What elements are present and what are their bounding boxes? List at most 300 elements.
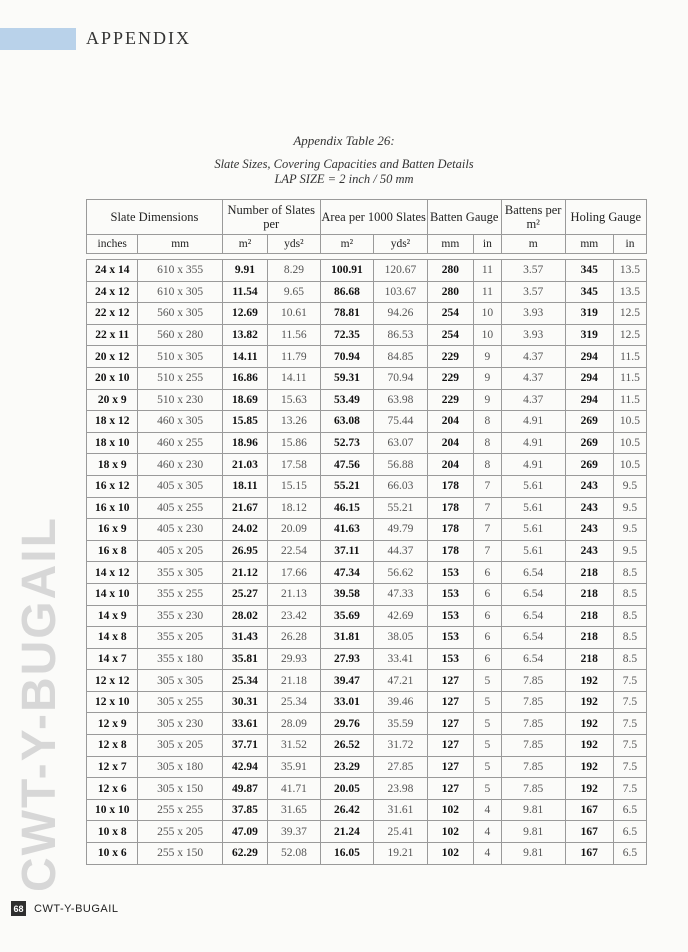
cell-slates-yds2: 28.09 bbox=[268, 713, 321, 735]
cell-area-yds2: 86.53 bbox=[374, 324, 428, 346]
cell-holing-in: 9.5 bbox=[613, 519, 646, 541]
cell-batten-in: 5 bbox=[473, 778, 501, 800]
cell-batten-in: 9 bbox=[473, 346, 501, 368]
cell-area-m2: 63.08 bbox=[320, 411, 374, 433]
cell-area-m2: 16.05 bbox=[320, 843, 374, 865]
cell-slates-m2: 37.71 bbox=[222, 735, 267, 757]
cell-slates-yds2: 8.29 bbox=[268, 260, 321, 282]
table-row bbox=[87, 799, 647, 821]
cell-mm: 355 x 180 bbox=[138, 648, 222, 670]
cell-mm: 460 x 305 bbox=[138, 411, 222, 433]
cell-area-yds2: 25.41 bbox=[374, 821, 428, 843]
cell-area-m2: 53.49 bbox=[320, 389, 374, 411]
cell-batten-mm: 280 bbox=[427, 281, 473, 303]
cell-slates-yds2: 11.79 bbox=[268, 346, 321, 368]
cell-battens-per-m2: 9.81 bbox=[501, 821, 565, 843]
cell-inches: 20 x 12 bbox=[87, 346, 138, 368]
table-row bbox=[87, 605, 647, 627]
cell-batten-mm: 280 bbox=[427, 260, 473, 282]
table-row bbox=[87, 497, 647, 519]
cell-holing-mm: 218 bbox=[565, 562, 613, 584]
cell-batten-mm: 204 bbox=[427, 454, 473, 476]
cell-holing-in: 8.5 bbox=[613, 605, 646, 627]
unit-header-batten-mm: mm bbox=[427, 235, 473, 254]
cell-slates-yds2: 39.37 bbox=[268, 821, 321, 843]
cell-battens-per-m2: 6.54 bbox=[501, 583, 565, 605]
cell-slates-yds2: 29.93 bbox=[268, 648, 321, 670]
unit-header-battens-m: m bbox=[501, 235, 565, 254]
cell-slates-yds2: 25.34 bbox=[268, 691, 321, 713]
cell-battens-per-m2: 4.91 bbox=[501, 432, 565, 454]
cell-area-yds2: 23.98 bbox=[374, 778, 428, 800]
cell-inches: 10 x 8 bbox=[87, 821, 138, 843]
cell-battens-per-m2: 4.37 bbox=[501, 346, 565, 368]
cell-holing-mm: 218 bbox=[565, 627, 613, 649]
table-body bbox=[87, 260, 647, 865]
cell-slates-yds2: 15.86 bbox=[268, 432, 321, 454]
cell-battens-per-m2: 9.81 bbox=[501, 799, 565, 821]
cell-battens-per-m2: 7.85 bbox=[501, 778, 565, 800]
cell-slates-m2: 14.11 bbox=[222, 346, 267, 368]
cell-batten-mm: 229 bbox=[427, 367, 473, 389]
header-color-band bbox=[0, 28, 76, 50]
cell-battens-per-m2: 5.61 bbox=[501, 497, 565, 519]
cell-holing-in: 11.5 bbox=[613, 389, 646, 411]
cell-inches: 14 x 9 bbox=[87, 605, 138, 627]
cell-area-m2: 31.81 bbox=[320, 627, 374, 649]
cell-area-m2: 26.42 bbox=[320, 799, 374, 821]
cell-holing-in: 6.5 bbox=[613, 821, 646, 843]
cell-battens-per-m2: 7.85 bbox=[501, 713, 565, 735]
cell-area-yds2: 70.94 bbox=[374, 367, 428, 389]
cell-battens-per-m2: 4.91 bbox=[501, 411, 565, 433]
cell-holing-mm: 192 bbox=[565, 713, 613, 735]
table-row bbox=[87, 691, 647, 713]
cell-slates-m2: 18.11 bbox=[222, 475, 267, 497]
cell-slates-yds2: 21.18 bbox=[268, 670, 321, 692]
lap-size-note: LAP SIZE = 2 inch / 50 mm bbox=[274, 172, 414, 186]
unit-header-area-yds2: yds² bbox=[374, 235, 428, 254]
group-header-holing-gauge: Holing Gauge bbox=[565, 200, 646, 235]
cell-slates-yds2: 52.08 bbox=[268, 843, 321, 865]
cell-battens-per-m2: 3.57 bbox=[501, 260, 565, 282]
cell-batten-mm: 153 bbox=[427, 648, 473, 670]
cell-batten-mm: 127 bbox=[427, 735, 473, 757]
cell-mm: 305 x 150 bbox=[138, 778, 222, 800]
table-row bbox=[87, 367, 647, 389]
cell-slates-m2: 35.81 bbox=[222, 648, 267, 670]
cell-slates-m2: 25.34 bbox=[222, 670, 267, 692]
cell-mm: 560 x 305 bbox=[138, 303, 222, 325]
cell-area-m2: 37.11 bbox=[320, 540, 374, 562]
cell-batten-in: 6 bbox=[473, 648, 501, 670]
cell-slates-m2: 62.29 bbox=[222, 843, 267, 865]
cell-holing-in: 9.5 bbox=[613, 497, 646, 519]
table-number: Appendix Table 26: bbox=[293, 133, 395, 148]
cell-batten-in: 9 bbox=[473, 367, 501, 389]
cell-area-m2: 27.93 bbox=[320, 648, 374, 670]
cell-inches: 14 x 12 bbox=[87, 562, 138, 584]
cell-slates-m2: 11.54 bbox=[222, 281, 267, 303]
table-row bbox=[87, 583, 647, 605]
cell-mm: 305 x 180 bbox=[138, 756, 222, 778]
cell-holing-mm: 319 bbox=[565, 324, 613, 346]
cell-inches: 14 x 7 bbox=[87, 648, 138, 670]
cell-holing-in: 8.5 bbox=[613, 562, 646, 584]
cell-batten-in: 6 bbox=[473, 605, 501, 627]
cell-inches: 14 x 8 bbox=[87, 627, 138, 649]
cell-holing-in: 13.5 bbox=[613, 260, 646, 282]
cell-slates-m2: 18.69 bbox=[222, 389, 267, 411]
cell-batten-in: 6 bbox=[473, 583, 501, 605]
cell-holing-mm: 269 bbox=[565, 454, 613, 476]
cell-batten-in: 4 bbox=[473, 843, 501, 865]
cell-holing-mm: 243 bbox=[565, 475, 613, 497]
cell-inches: 14 x 10 bbox=[87, 583, 138, 605]
cell-mm: 255 x 255 bbox=[138, 799, 222, 821]
table-row bbox=[87, 627, 647, 649]
cell-slates-yds2: 9.65 bbox=[268, 281, 321, 303]
table-row bbox=[87, 432, 647, 454]
cell-battens-per-m2: 5.61 bbox=[501, 519, 565, 541]
table-row bbox=[87, 260, 647, 282]
cell-batten-in: 4 bbox=[473, 821, 501, 843]
group-header-batten-gauge: Batten Gauge bbox=[427, 200, 501, 235]
cell-inches: 12 x 6 bbox=[87, 778, 138, 800]
cell-mm: 305 x 305 bbox=[138, 670, 222, 692]
cell-mm: 405 x 230 bbox=[138, 519, 222, 541]
cell-area-m2: 55.21 bbox=[320, 475, 374, 497]
cell-slates-yds2: 41.71 bbox=[268, 778, 321, 800]
cell-slates-yds2: 31.52 bbox=[268, 735, 321, 757]
cell-battens-per-m2: 3.57 bbox=[501, 281, 565, 303]
cell-slates-yds2: 10.61 bbox=[268, 303, 321, 325]
cell-holing-in: 8.5 bbox=[613, 627, 646, 649]
cell-mm: 305 x 255 bbox=[138, 691, 222, 713]
cell-batten-mm: 153 bbox=[427, 605, 473, 627]
cell-area-yds2: 47.21 bbox=[374, 670, 428, 692]
cell-inches: 18 x 12 bbox=[87, 411, 138, 433]
cell-batten-in: 5 bbox=[473, 691, 501, 713]
cell-batten-mm: 229 bbox=[427, 346, 473, 368]
cell-holing-mm: 269 bbox=[565, 411, 613, 433]
table-row bbox=[87, 670, 647, 692]
cell-batten-in: 8 bbox=[473, 454, 501, 476]
cell-holing-in: 6.5 bbox=[613, 799, 646, 821]
cell-batten-mm: 102 bbox=[427, 821, 473, 843]
cell-slates-m2: 25.27 bbox=[222, 583, 267, 605]
cell-slates-m2: 16.86 bbox=[222, 367, 267, 389]
cell-mm: 355 x 305 bbox=[138, 562, 222, 584]
cell-batten-mm: 178 bbox=[427, 540, 473, 562]
group-header-number-of-slates: Number of Slates per bbox=[222, 200, 320, 235]
cell-slates-yds2: 21.13 bbox=[268, 583, 321, 605]
cell-mm: 610 x 355 bbox=[138, 260, 222, 282]
table-row bbox=[87, 778, 647, 800]
cell-area-m2: 47.34 bbox=[320, 562, 374, 584]
cell-area-m2: 21.24 bbox=[320, 821, 374, 843]
cell-batten-mm: 127 bbox=[427, 691, 473, 713]
cell-slates-m2: 21.67 bbox=[222, 497, 267, 519]
cell-batten-in: 5 bbox=[473, 670, 501, 692]
cell-batten-in: 8 bbox=[473, 432, 501, 454]
unit-header-yds2: yds² bbox=[268, 235, 321, 254]
cell-inches: 16 x 8 bbox=[87, 540, 138, 562]
cell-slates-m2: 15.85 bbox=[222, 411, 267, 433]
cell-battens-per-m2: 7.85 bbox=[501, 735, 565, 757]
cell-holing-in: 8.5 bbox=[613, 583, 646, 605]
footer-brand: CWT-Y-BUGAIL bbox=[34, 902, 119, 915]
cell-holing-mm: 167 bbox=[565, 799, 613, 821]
cell-batten-mm: 127 bbox=[427, 756, 473, 778]
cell-batten-mm: 254 bbox=[427, 303, 473, 325]
cell-area-yds2: 120.67 bbox=[374, 260, 428, 282]
cell-area-yds2: 33.41 bbox=[374, 648, 428, 670]
cell-mm: 255 x 150 bbox=[138, 843, 222, 865]
cell-slates-m2: 24.02 bbox=[222, 519, 267, 541]
cell-holing-in: 9.5 bbox=[613, 475, 646, 497]
cell-holing-mm: 218 bbox=[565, 648, 613, 670]
cell-inches: 22 x 11 bbox=[87, 324, 138, 346]
cell-slates-m2: 42.94 bbox=[222, 756, 267, 778]
cell-area-m2: 26.52 bbox=[320, 735, 374, 757]
cell-holing-in: 12.5 bbox=[613, 324, 646, 346]
cell-batten-in: 7 bbox=[473, 475, 501, 497]
cell-slates-yds2: 20.09 bbox=[268, 519, 321, 541]
cell-holing-mm: 294 bbox=[565, 389, 613, 411]
cell-slates-m2: 30.31 bbox=[222, 691, 267, 713]
cell-holing-mm: 243 bbox=[565, 540, 613, 562]
cell-mm: 405 x 205 bbox=[138, 540, 222, 562]
cell-holing-mm: 218 bbox=[565, 583, 613, 605]
cell-battens-per-m2: 5.61 bbox=[501, 475, 565, 497]
table-row bbox=[87, 411, 647, 433]
cell-battens-per-m2: 7.85 bbox=[501, 691, 565, 713]
cell-holing-mm: 192 bbox=[565, 756, 613, 778]
cell-inches: 20 x 10 bbox=[87, 367, 138, 389]
table-row bbox=[87, 454, 647, 476]
cell-inches: 24 x 12 bbox=[87, 281, 138, 303]
cell-slates-yds2: 18.12 bbox=[268, 497, 321, 519]
cell-battens-per-m2: 4.91 bbox=[501, 454, 565, 476]
cell-battens-per-m2: 7.85 bbox=[501, 670, 565, 692]
cell-inches: 10 x 6 bbox=[87, 843, 138, 865]
cell-battens-per-m2: 6.54 bbox=[501, 605, 565, 627]
cell-mm: 405 x 255 bbox=[138, 497, 222, 519]
cell-batten-mm: 229 bbox=[427, 389, 473, 411]
cell-slates-m2: 12.69 bbox=[222, 303, 267, 325]
cell-holing-in: 11.5 bbox=[613, 367, 646, 389]
cell-area-yds2: 49.79 bbox=[374, 519, 428, 541]
cell-holing-mm: 345 bbox=[565, 260, 613, 282]
cell-battens-per-m2: 6.54 bbox=[501, 627, 565, 649]
cell-area-yds2: 44.37 bbox=[374, 540, 428, 562]
cell-mm: 560 x 280 bbox=[138, 324, 222, 346]
cell-inches: 12 x 8 bbox=[87, 735, 138, 757]
cell-batten-mm: 153 bbox=[427, 627, 473, 649]
cell-holing-mm: 167 bbox=[565, 843, 613, 865]
cell-batten-in: 5 bbox=[473, 713, 501, 735]
cell-battens-per-m2: 6.54 bbox=[501, 562, 565, 584]
cell-mm: 510 x 305 bbox=[138, 346, 222, 368]
cell-slates-m2: 18.96 bbox=[222, 432, 267, 454]
cell-inches: 12 x 10 bbox=[87, 691, 138, 713]
cell-inches: 16 x 10 bbox=[87, 497, 138, 519]
cell-holing-in: 13.5 bbox=[613, 281, 646, 303]
cell-slates-m2: 37.85 bbox=[222, 799, 267, 821]
cell-batten-in: 11 bbox=[473, 281, 501, 303]
table-row bbox=[87, 540, 647, 562]
cell-area-yds2: 63.98 bbox=[374, 389, 428, 411]
cell-area-m2: 35.69 bbox=[320, 605, 374, 627]
cell-area-yds2: 66.03 bbox=[374, 475, 428, 497]
cell-batten-mm: 153 bbox=[427, 583, 473, 605]
cell-area-yds2: 31.72 bbox=[374, 735, 428, 757]
unit-header-holing-mm: mm bbox=[565, 235, 613, 254]
cell-holing-in: 11.5 bbox=[613, 346, 646, 368]
cell-holing-in: 8.5 bbox=[613, 648, 646, 670]
table-row bbox=[87, 303, 647, 325]
cell-battens-per-m2: 4.37 bbox=[501, 389, 565, 411]
cell-mm: 305 x 205 bbox=[138, 735, 222, 757]
cell-mm: 460 x 230 bbox=[138, 454, 222, 476]
cell-slates-m2: 21.03 bbox=[222, 454, 267, 476]
cell-batten-in: 11 bbox=[473, 260, 501, 282]
cell-batten-in: 4 bbox=[473, 799, 501, 821]
cell-battens-per-m2: 9.81 bbox=[501, 843, 565, 865]
cell-area-m2: 59.31 bbox=[320, 367, 374, 389]
cell-inches: 24 x 14 bbox=[87, 260, 138, 282]
cell-holing-in: 6.5 bbox=[613, 843, 646, 865]
cell-slates-m2: 49.87 bbox=[222, 778, 267, 800]
cell-batten-mm: 204 bbox=[427, 411, 473, 433]
unit-header-batten-in: in bbox=[473, 235, 501, 254]
cell-holing-mm: 192 bbox=[565, 778, 613, 800]
cell-battens-per-m2: 7.85 bbox=[501, 756, 565, 778]
cell-area-yds2: 55.21 bbox=[374, 497, 428, 519]
cell-inches: 18 x 9 bbox=[87, 454, 138, 476]
cell-mm: 610 x 305 bbox=[138, 281, 222, 303]
cell-area-yds2: 75.44 bbox=[374, 411, 428, 433]
cell-inches: 16 x 12 bbox=[87, 475, 138, 497]
cell-batten-in: 7 bbox=[473, 497, 501, 519]
cell-area-m2: 39.58 bbox=[320, 583, 374, 605]
cell-batten-in: 5 bbox=[473, 756, 501, 778]
cell-holing-mm: 218 bbox=[565, 605, 613, 627]
unit-header-inches: inches bbox=[87, 235, 138, 254]
slate-sizes-table bbox=[86, 199, 647, 865]
cell-slates-m2: 26.95 bbox=[222, 540, 267, 562]
table-row bbox=[87, 281, 647, 303]
cell-area-yds2: 47.33 bbox=[374, 583, 428, 605]
cell-battens-per-m2: 5.61 bbox=[501, 540, 565, 562]
cell-slates-yds2: 26.28 bbox=[268, 627, 321, 649]
cell-area-m2: 47.56 bbox=[320, 454, 374, 476]
cell-holing-mm: 294 bbox=[565, 346, 613, 368]
cell-batten-in: 6 bbox=[473, 562, 501, 584]
cell-holing-mm: 192 bbox=[565, 670, 613, 692]
section-title: APPENDIX bbox=[86, 28, 192, 48]
cell-batten-mm: 153 bbox=[427, 562, 473, 584]
cell-slates-yds2: 31.65 bbox=[268, 799, 321, 821]
cell-mm: 305 x 230 bbox=[138, 713, 222, 735]
cell-area-m2: 46.15 bbox=[320, 497, 374, 519]
cell-holing-in: 10.5 bbox=[613, 454, 646, 476]
cell-area-yds2: 35.59 bbox=[374, 713, 428, 735]
cell-area-m2: 23.29 bbox=[320, 756, 374, 778]
cell-holing-mm: 243 bbox=[565, 519, 613, 541]
cell-slates-yds2: 22.54 bbox=[268, 540, 321, 562]
table-row bbox=[87, 756, 647, 778]
cell-area-m2: 70.94 bbox=[320, 346, 374, 368]
cell-mm: 355 x 205 bbox=[138, 627, 222, 649]
cell-area-yds2: 84.85 bbox=[374, 346, 428, 368]
cell-area-m2: 33.01 bbox=[320, 691, 374, 713]
page-number: 68 bbox=[11, 901, 26, 916]
cell-inches: 22 x 12 bbox=[87, 303, 138, 325]
cell-area-yds2: 56.62 bbox=[374, 562, 428, 584]
cell-mm: 510 x 255 bbox=[138, 367, 222, 389]
cell-area-m2: 29.76 bbox=[320, 713, 374, 735]
cell-batten-in: 6 bbox=[473, 627, 501, 649]
cell-inches: 12 x 7 bbox=[87, 756, 138, 778]
group-header-area-per-1000: Area per 1000 Slates bbox=[320, 200, 427, 235]
cell-batten-in: 7 bbox=[473, 540, 501, 562]
cell-area-yds2: 42.69 bbox=[374, 605, 428, 627]
cell-area-m2: 41.63 bbox=[320, 519, 374, 541]
cell-batten-mm: 102 bbox=[427, 843, 473, 865]
cell-batten-mm: 204 bbox=[427, 432, 473, 454]
cell-slates-m2: 28.02 bbox=[222, 605, 267, 627]
unit-header-area-m2: m² bbox=[320, 235, 374, 254]
table-row bbox=[87, 843, 647, 865]
table-row bbox=[87, 519, 647, 541]
unit-header-holing-in: in bbox=[613, 235, 646, 254]
table-row bbox=[87, 821, 647, 843]
cell-slates-yds2: 15.15 bbox=[268, 475, 321, 497]
cell-area-yds2: 56.88 bbox=[374, 454, 428, 476]
cell-batten-mm: 127 bbox=[427, 778, 473, 800]
cell-batten-in: 7 bbox=[473, 519, 501, 541]
cell-holing-in: 7.5 bbox=[613, 713, 646, 735]
cell-inches: 12 x 12 bbox=[87, 670, 138, 692]
cell-area-m2: 39.47 bbox=[320, 670, 374, 692]
cell-mm: 355 x 230 bbox=[138, 605, 222, 627]
cell-holing-in: 7.5 bbox=[613, 756, 646, 778]
cell-area-yds2: 94.26 bbox=[374, 303, 428, 325]
cell-battens-per-m2: 3.93 bbox=[501, 324, 565, 346]
cell-slates-yds2: 35.91 bbox=[268, 756, 321, 778]
cell-holing-in: 7.5 bbox=[613, 691, 646, 713]
cell-mm: 255 x 205 bbox=[138, 821, 222, 843]
cell-area-m2: 20.05 bbox=[320, 778, 374, 800]
cell-inches: 18 x 10 bbox=[87, 432, 138, 454]
cell-slates-yds2: 14.11 bbox=[268, 367, 321, 389]
unit-header-m2: m² bbox=[222, 235, 267, 254]
cell-slates-yds2: 17.66 bbox=[268, 562, 321, 584]
unit-header-mm: mm bbox=[138, 235, 222, 254]
cell-area-yds2: 63.07 bbox=[374, 432, 428, 454]
table-title: Slate Sizes, Covering Capacities and Batten Details bbox=[214, 157, 474, 171]
cell-batten-mm: 178 bbox=[427, 497, 473, 519]
cell-holing-in: 7.5 bbox=[613, 735, 646, 757]
cell-holing-mm: 192 bbox=[565, 691, 613, 713]
table-row bbox=[87, 713, 647, 735]
cell-holing-in: 10.5 bbox=[613, 411, 646, 433]
cell-holing-in: 12.5 bbox=[613, 303, 646, 325]
table-row bbox=[87, 648, 647, 670]
table-row bbox=[87, 735, 647, 757]
